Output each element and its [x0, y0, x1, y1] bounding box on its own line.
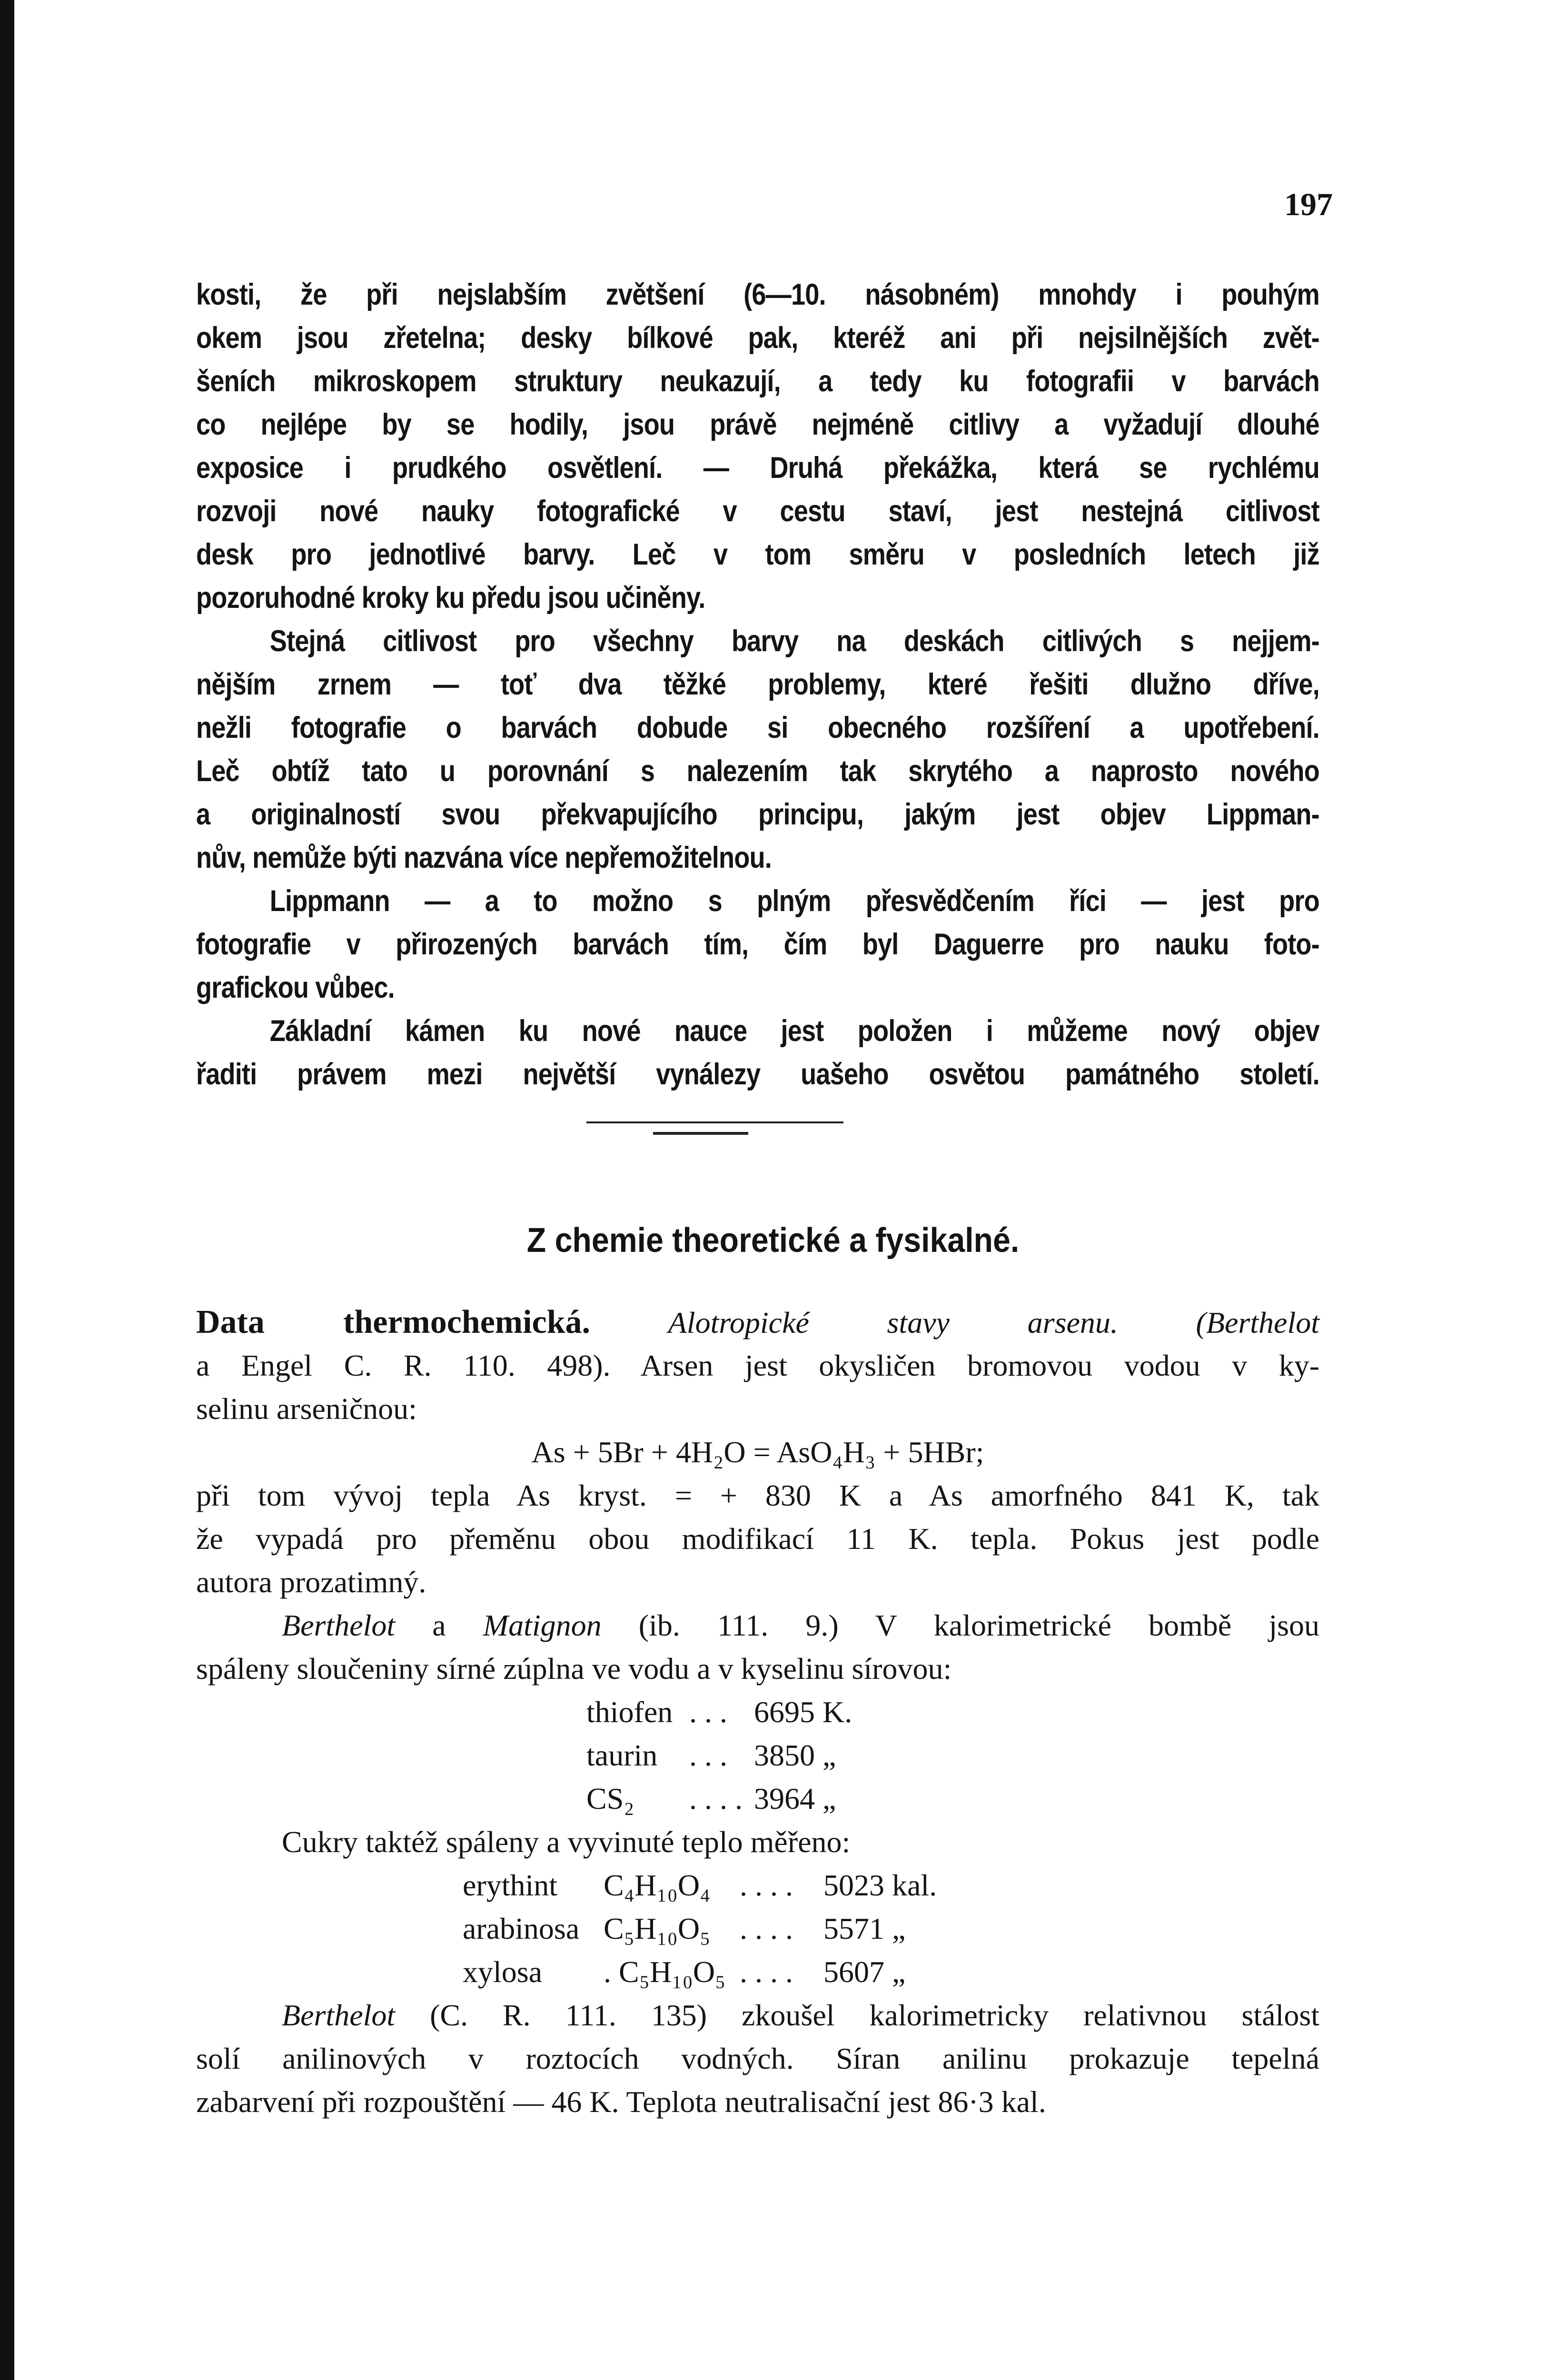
sugar-name: xylosa	[463, 1955, 543, 1989]
paragraph-line: Stejná citlivost pro všechny barvy na deskách citlivých s nejjem-	[269, 625, 1319, 658]
paragraph-line: fotografie v přirozených barvách tím, čím byl Daguerre pro nauku foto-	[196, 928, 1319, 961]
paragraph-line: Základní kámen ku nové nauce jest položen i můžeme nový objev	[269, 1014, 1319, 1048]
table-row	[196, 1864, 1319, 1907]
leader-dots: . . .	[689, 1695, 727, 1729]
heat-value: 3850 „	[754, 1738, 836, 1772]
paragraph-line: solí anilinových v roztocích vodných. Síran anilinu prokazuje tepelná	[196, 2042, 1319, 2075]
thermo-authors: (Berthelot	[1196, 1306, 1320, 1339]
paragraph-line: zabarvení při rozpouštění — 46 K. Teplota neutralisační jest 86·3 kal.	[196, 2085, 1046, 2119]
paragraph-line: že vypadá pro přeměnu obou modifikací 11 K. tepla. Pokus jest podle	[196, 1522, 1319, 1556]
paragraph-line: při tom vývoj tepla As kryst. = + 830 K a As amorfného 841 K, tak	[196, 1478, 1319, 1512]
table-row	[196, 1950, 1319, 1993]
sugar-name: erythint	[463, 1868, 558, 1902]
table-row	[196, 1690, 1319, 1734]
heat-value: 5571 „	[823, 1912, 906, 1945]
paragraph-line: Lippmann — a to možno s plným přesvědčením říci — jest pro	[269, 884, 1319, 918]
paragraph-line: Cukry taktéž spáleny a vyvinuté teplo měřeno:	[282, 1825, 851, 1859]
paragraph-line: a Engel C. R. 110. 498). Arsen jest okysličen bromovou vodou v ky-	[196, 1349, 1319, 1382]
leader-dots: . . .	[689, 1738, 727, 1772]
heat-value: 5607 „	[823, 1955, 906, 1989]
paragraph-line: rozvoji nové nauky fotografické v cestu staví, jest nestejná citlivost	[196, 495, 1319, 528]
reference: (C. R. 111. 135)	[430, 1998, 707, 2032]
scan-edge	[0, 0, 14, 2380]
compound-name: thiofen	[586, 1695, 673, 1729]
paragraph-text: zkoušel kalorimetricky relativnou stálost	[742, 1998, 1320, 2032]
compound-name: taurin	[586, 1738, 658, 1772]
paragraph-line: selinu arseničnou:	[196, 1392, 417, 1426]
paragraph-line: grafickou vůbec.	[196, 971, 395, 1004]
paragraph-line: nežli fotografie o barvách dobude si obecného rozšíření a upotřebení.	[196, 711, 1319, 744]
paragraph-line: desk pro jednotlivé barvy. Leč v tom směru v posledních letech již	[196, 538, 1319, 571]
paragraph-line: pozoruhodné kroky ku předu jsou učiněny.	[196, 581, 705, 615]
paragraph-line: kosti, že při nejslabším zvětšení (6—10. násobném) mnohdy i pouhým	[196, 278, 1319, 311]
paragraph-line: exposice i prudkého osvětlení. — Druhá překážka, která se rychlému	[196, 451, 1319, 485]
paragraph-line: nějším zrnem — toť dva těžké problemy, které řešiti dlužno dříve,	[196, 668, 1319, 701]
heat-value: 3964 „	[754, 1782, 836, 1815]
aniline-line	[196, 1993, 1319, 2037]
thermo-topic: Alotropické stavy arsenu.	[668, 1306, 1118, 1339]
sugar-formula: C₄H₁₀O₄	[604, 1868, 711, 1902]
paragraph-line: autora prozatimný.	[196, 1565, 426, 1599]
section-divider	[586, 1121, 843, 1140]
sugar-name: arabinosa	[463, 1912, 580, 1945]
thermo-heading: Data thermochemická.	[196, 1304, 591, 1340]
paragraph-line: nův, nemůže býti nazvána více nepřemožitelnou.	[196, 841, 772, 874]
leader-dots: . . . .	[740, 1868, 793, 1902]
table-row	[196, 1777, 1319, 1820]
heat-value: 6695 K.	[754, 1695, 852, 1729]
leader-dots: . . . .	[740, 1955, 793, 1989]
matignon-line: Berthelot a Matignon (ib. 111. 9.) V kalorimetrické bombě jsou	[282, 1608, 1320, 1642]
lower-text-block	[196, 1300, 1319, 2123]
chemical-formula: As + 5Br + 4H₂O = AsO₄H₃ + 5HBr;	[531, 1435, 984, 1469]
paragraph-line: spáleny sloučeniny sírné zúplna ve vodu a v kyselinu sírovou:	[196, 1652, 952, 1686]
sugar-formula: . C₅H₁₀O₅	[604, 1955, 726, 1989]
leader-dots: . . . .	[740, 1912, 793, 1945]
paragraph-line: řaditi právem mezi největší vynálezy uašeho osvětou památného století.	[196, 1058, 1319, 1091]
paragraph-line: co nejlépe by se hodily, jsou právě nejméně citlivy a vyžadují dlouhé	[196, 408, 1319, 441]
table-row	[196, 1734, 1319, 1777]
paragraph-line: okem jsou zřetelna; desky bílkové pak, kteréž ani při nejsilnějších zvět-	[196, 321, 1319, 355]
heat-value: 5023 kal.	[823, 1868, 937, 1902]
paragraph-line: a originalností svou překvapujícího principu, jakým jest objev Lippman-	[196, 798, 1319, 831]
page-number: 197	[1284, 186, 1333, 222]
thermo-title-line	[196, 1300, 1319, 1344]
author-name: Berthelot	[282, 1608, 396, 1642]
upper-text-block	[196, 273, 1319, 1096]
section-heading: Z chemie theoretické a fysikalné.	[526, 1221, 1020, 1259]
author-name: Berthelot	[282, 1998, 396, 2032]
author-name: Matignon	[483, 1608, 602, 1642]
leader-dots: . . . .	[689, 1782, 743, 1815]
table-row	[196, 1907, 1319, 1950]
paragraph-line: Leč obtíž tato u porovnání s nalezením tak skrytého a naprosto nového	[196, 754, 1319, 788]
paragraph-text: (ib. 111. 9.) V kalorimetrické bombě jsou	[638, 1608, 1320, 1642]
sugar-formula: C₅H₁₀O₅	[604, 1912, 711, 1945]
paragraph-line: šeních mikroskopem struktury neukazují, a tedy ku fotografii v barvách	[196, 365, 1319, 398]
compound-name: CS₂	[586, 1782, 634, 1815]
